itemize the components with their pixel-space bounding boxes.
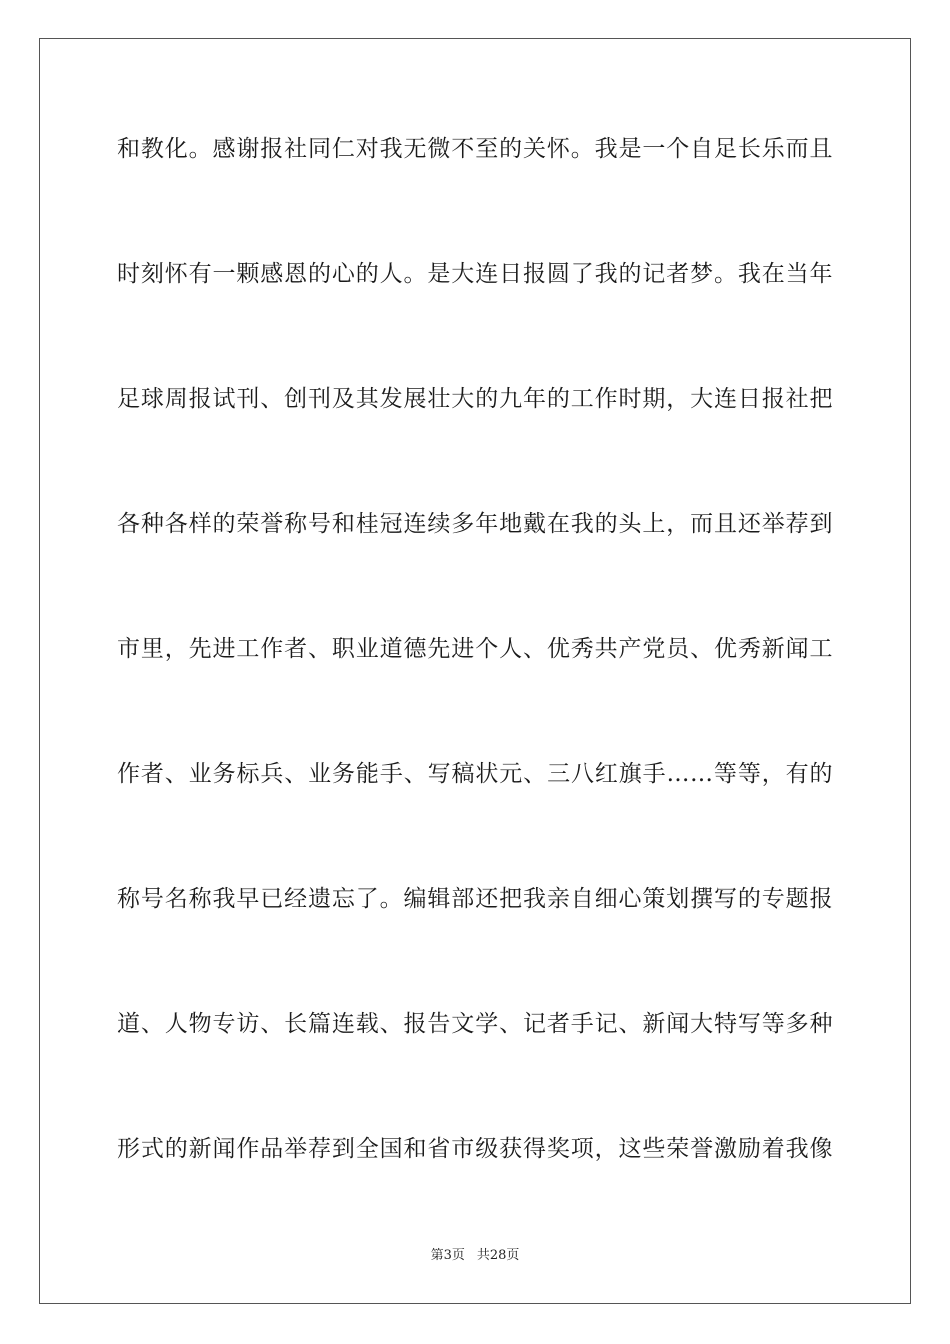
paragraph-line: 和教化。感谢报社同仁对我无微不至的关怀。我是一个自足长乐而且 bbox=[117, 136, 833, 162]
paragraph-line: 作者、业务标兵、业务能手、写稿状元、三八红旗手……等等，有的 bbox=[117, 761, 833, 787]
paragraph-line: 道、人物专访、长篇连载、报告文学、记者手记、新闻大特写等多种 bbox=[117, 1011, 833, 1037]
total-pages: 共28页 bbox=[476, 1248, 520, 1263]
page-footer bbox=[0, 1246, 950, 1266]
paragraph-line: 足球周报试刊、创刊及其发展壮大的九年的工作时期，大连日报社把 bbox=[117, 386, 833, 412]
paragraph-line: 称号名称我早已经遗忘了。编辑部还把我亲自细心策划撰写的专题报 bbox=[117, 886, 833, 912]
paragraph-line: 形式的新闻作品举荐到全国和省市级获得奖项，这些荣誉激励着我像 bbox=[117, 1136, 833, 1162]
paragraph-line: 各种各样的荣誉称号和桂冠连续多年地戴在我的头上，而且还举荐到 bbox=[117, 511, 833, 537]
page-number: 第3页 bbox=[430, 1248, 465, 1263]
page-border bbox=[39, 38, 911, 1304]
paragraph-line: 市里，先进工作者、职业道德先进个人、优秀共产党员、优秀新闻工 bbox=[117, 636, 833, 662]
paragraph-line: 时刻怀有一颗感恩的心的人。是大连日报圆了我的记者梦。我在当年 bbox=[117, 261, 833, 287]
